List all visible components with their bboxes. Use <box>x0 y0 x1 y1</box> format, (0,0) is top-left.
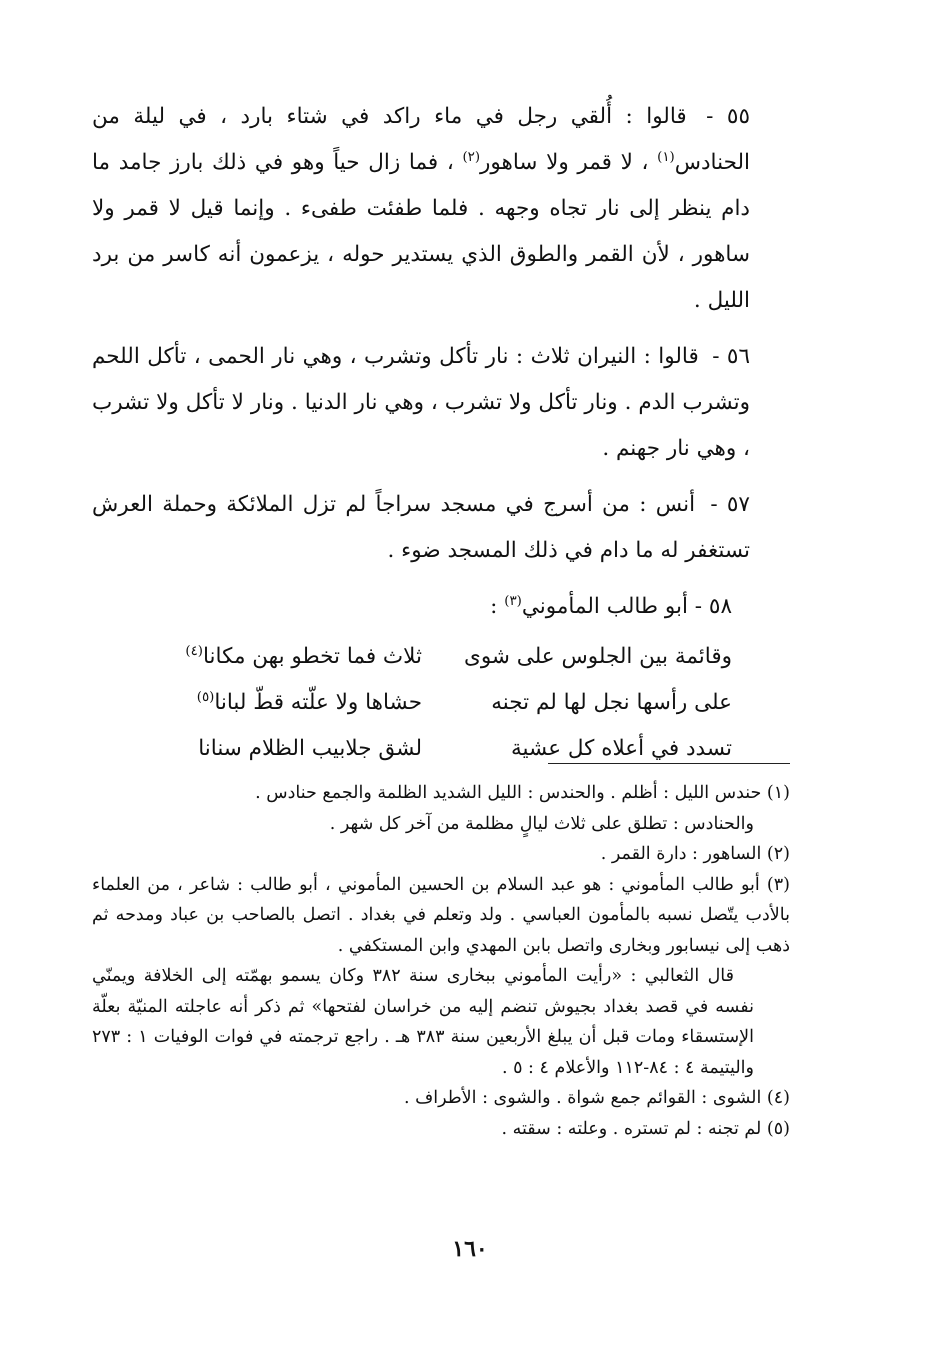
poem-verse <box>92 680 790 726</box>
paragraph-56 <box>92 334 790 472</box>
footnote-5: (٥) لم تجنه : لم تستره . وعلته : سقته . <box>501 1118 790 1139</box>
verse-first-hemistich: وقائمة بين الجلوس على شوى <box>463 644 732 669</box>
page-number: ١٦٠ <box>452 1236 488 1262</box>
footnote-ref: (٥) <box>196 689 215 705</box>
paragraph-text: أنس : من أسرج في مسجد سراجاً لم تزل الملائكة وحملة العرش تستغفر له ما دام في ذلك المسجد ضوء . <box>92 492 750 563</box>
paragraph-text: قالوا : النيران ثلاث : نار تأكل وتشرب ، وهي نار الحمى ، تأكل اللحم وتشرب الدم . ونار تأكل ولا تشرب ، وهي نار الدنيا . ونار لا تأكل ولا تشرب ، وهي نار جهنم . <box>92 344 750 461</box>
footnote-1: (١) حندس الليل : أظلم . والحندس : الليل الشديد الظلمة والجمع حنادس . <box>255 783 790 803</box>
footnote-3: (٣) أبو طالب المأموني : هو عبد السلام بن الحسين المأموني ، أبو طالب : شاعر ، من العلماء بالأدب يتّصل نسبه بالمأمون العباسي . ولد وتعلم في بغداد . اتصل بالصاحب بن عباد ومدحه ثم ذهب إلى نيسابور وبخارى واتصل بابن المهدي وابن المستكفي . <box>92 874 790 956</box>
paragraph-number: ٥٥ - <box>706 104 750 129</box>
paragraph-text: قالوا : أُلقي رجل في ماء راكد في شتاء بارد ، في ليلة من الحنادس <box>92 104 750 175</box>
footnote-ref: (٤) <box>185 643 203 659</box>
heading-colon: : <box>490 594 498 619</box>
paragraph-text: ، فما زال حياً وهو في ذلك بارز جامد ما دام ينظر إلى نار تجاه وجهه . فلما طفئت طفىء . وإنما قيل لا قمر ولا ساهور ، لأن القمر والطوق الذي يستدير حوله ، يزعمون أنه كاسر من برد الليل . <box>92 150 750 313</box>
verse-first-hemistich: على رأسها نجل لها لم تجنه <box>491 690 732 715</box>
verse-second-hemistich <box>92 726 422 772</box>
verse-text: حشاها ولا علّته قطّ لبانا <box>214 690 422 715</box>
footnote-4: (٤) الشوى : القوائم جمع شواة . والشوى : الأطراف . <box>403 1088 790 1108</box>
poem-heading <box>92 584 790 630</box>
footnotes <box>92 778 790 1144</box>
footnote-3-quote: قال الثعالبي : «رأيت المأموني ببخارى سنة ٣٨٢ وكان يسمو بهمّته إلى الخلافة ويمنّي نفسه في قصد بغداد بجيوش تنضم إليه من خراسان لفتحها» ثم ذكر أنه عاجلته المنيّة بعلّة الإستسقاء ومات قبل أن يبلغ الأربعين سنة ٣٨٣ هـ . راجع ترجمته في فوات الوفيات ١ : ٢٧٣ واليتيمة ٤ : ٨٤-١١٢ والأعلام ٤ : ٥ . <box>92 966 755 1078</box>
paragraph-text: ، لا قمر ولا ساهور <box>480 150 649 175</box>
footnote-separator <box>548 763 790 764</box>
footnote-ref: (١) <box>657 149 675 165</box>
poem <box>92 634 790 772</box>
paragraph-number: ٥٧ - <box>710 492 750 517</box>
footnote-ref: (٢) <box>462 149 481 165</box>
main-text <box>92 94 790 772</box>
verse-text: لشق جلابيب الظلام سنانا <box>198 736 422 761</box>
paragraph-57 <box>92 482 790 574</box>
verse-second-hemistich <box>92 634 422 680</box>
poem-verse <box>92 634 790 680</box>
footnote-ref: (٣) <box>504 593 522 609</box>
paragraph-number: ٥٨ - <box>694 594 732 619</box>
footnote-2: (٢) الساهور : دارة القمر . <box>600 844 790 864</box>
paragraph-55 <box>92 94 790 324</box>
poet-name: أبو طالب المأموني <box>521 594 688 619</box>
verse-second-hemistich <box>92 680 422 726</box>
footnote-1-continued: والحنادس : تطلق على ثلاث ليالٍ مظلمة من آخر كل شهر . <box>329 813 754 834</box>
verse-text: ثلاث فما تخطو بهن مكانا <box>203 644 422 669</box>
verse-first-hemistich: تسدد في أعلاه كل عشية <box>511 736 732 761</box>
paragraph-number: ٥٦ - <box>712 344 751 369</box>
poem-verse <box>92 726 790 772</box>
